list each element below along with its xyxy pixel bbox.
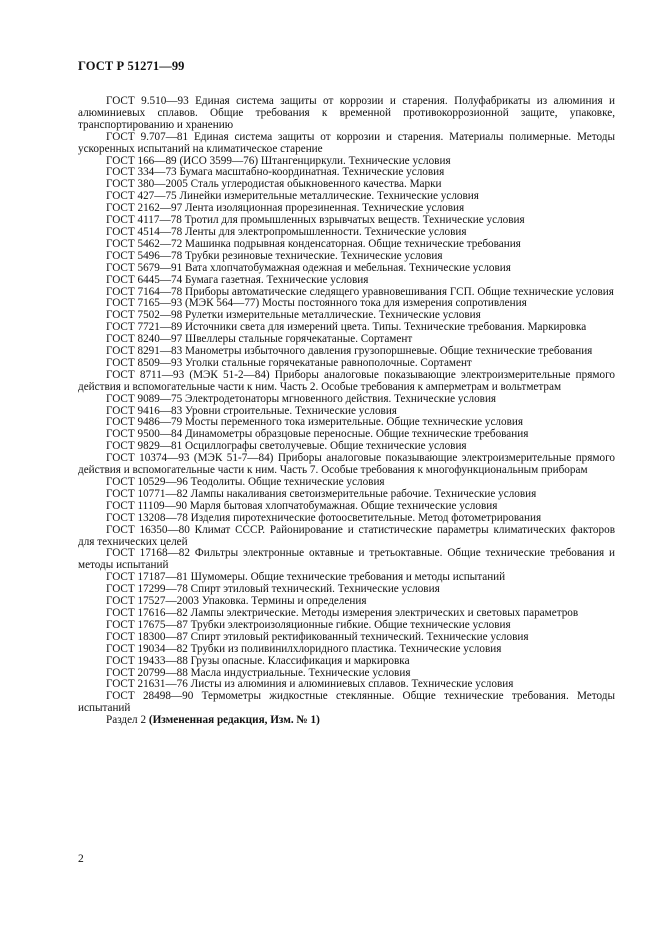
reference-entry: ГОСТ 6445—74 Бумага газетная. Технические условия [106,273,369,286]
reference-entry: ГОСТ 10374—93 (МЭК 51-7—84) Приборы аналоговые показывающие электроизмерительные прямого действия и вспомогательные части к ним. Часть 7. Особые требования к многофункциональным приборам [78,452,615,477]
reference-entry: ГОСТ 4514—78 Ленты для электропромышленности. Технические условия [106,225,467,238]
reference-entry: ГОСТ 17168—82 Фильтры электронные октавные и третьоктавные. Общие технические требования и методы испытаний [78,547,615,572]
reference-entry: ГОСТ 5496—78 Трубки резиновые технические. Технические условия [106,249,443,262]
reference-entry: ГОСТ 17299—78 Спирт этиловый технический. Технические условия [106,583,440,596]
reference-entry: ГОСТ 17616—82 Лампы электрические. Методы измерения электрических и световых параметров [106,606,579,619]
reference-entry: ГОСТ 8291—83 Манометры избыточного давления грузопоршневые. Общие технические требования [106,345,593,358]
reference-entry: ГОСТ 5679—91 Вата хлопчатобумажная одежная и мебельная. Технические условия [106,261,511,274]
reference-entry: ГОСТ 7165—93 (МЭК 564—77) Мосты постоянного тока для измерения сопротивления [106,297,527,310]
reference-entry: ГОСТ 9486—79 Мосты переменного тока измерительные. Общие технические условия [106,416,524,429]
reference-entry: ГОСТ 7164—78 Приборы автоматические следящего уравновешивания ГСП. Общие технические условия [106,285,614,298]
reference-entry: ГОСТ 10771—82 Лампы накаливания светоизмерительные рабочие. Технические условия [106,487,537,500]
document-header: ГОСТ Р 51271—99 [78,59,185,73]
reference-entry: ГОСТ 17187—81 Шумомеры. Общие технические требования и методы испытаний [106,571,506,584]
reference-entry: ГОСТ 4117—78 Тротил для промышленных взрывчатых веществ. Технические условия [106,214,525,227]
section-note [78,715,615,727]
reference-entry: ГОСТ 9089—75 Электродетонаторы мгновенного действия. Технические условия [106,392,497,405]
reference-list [78,96,615,727]
reference-entry: ГОСТ 334—73 Бумага масштабно-координатная. Технические условия [106,166,445,179]
page-number: 2 [78,853,84,865]
reference-entry: ГОСТ 8509—93 Уголки стальные горячекатаные равнополочные. Сортамент [106,356,472,369]
reference-entry: ГОСТ 9416—83 Уровни строительные. Технические условия [106,404,397,417]
reference-entry: ГОСТ 17527—2003 Упаковка. Термины и определения [106,595,367,608]
reference-entry: ГОСТ 9.707—81 Единая система защиты от коррозии и старения. Материалы полимерные. Методы ускоренных испытаний на климатическое старение [78,130,615,155]
reference-entry: ГОСТ 8240—97 Швеллеры стальные горячекатаные. Сортамент [106,333,413,346]
reference-entry: ГОСТ 9.510—93 Единая система защиты от коррозии и старения. Полуфабрикаты из алюминия и алюминиевых сплавов. Общие требования к временной противокоррозионной защите, упаковке, транспортированию и хранению [78,95,615,131]
reference-entry: ГОСТ 7721—89 Источники света для измерений цвета. Типы. Технические требования. Маркировка [106,321,587,334]
reference-entry: ГОСТ 20799—88 Масла индустриальные. Технические условия [106,666,411,679]
reference-entry: ГОСТ 9829—81 Осциллографы светолучевые. Общие технические условия [106,440,467,453]
reference-entry: ГОСТ 13208—78 Изделия пиротехнические фотоосветительные. Метод фотометрирования [106,511,542,524]
reference-entry: ГОСТ 2162—97 Лента изоляционная прорезиненная. Технические условия [106,202,465,215]
reference-entry: ГОСТ 21631—76 Листы из алюминия и алюминиевых сплавов. Технические условия [106,678,514,691]
reference-entry: ГОСТ 19433—88 Грузы опасные. Классификация и маркировка [106,654,410,667]
reference-entry: ГОСТ 427—75 Линейки измерительные металлические. Технические условия [106,190,479,203]
reference-entry: ГОСТ 17675—87 Трубки электроизоляционные гибкие. Общие технические условия [106,618,511,631]
amendment-note: (Измененная редакция, Изм. № 1) [148,714,320,727]
reference-entry: ГОСТ 8711—93 (МЭК 51-2—84) Приборы аналоговые показывающие электроизмерительные прямого действия и вспомогательные части к ним. Часть 2. Особые требования к амперметрам и вольтметрам [78,368,615,393]
reference-entry: ГОСТ 166—89 (ИСО 3599—76) Штангенциркули. Технические условия [106,154,451,167]
reference-entry: ГОСТ 7502—98 Рулетки измерительные металлические. Технические условия [106,309,481,322]
reference-entry: ГОСТ 28498—90 Термометры жидкостные стеклянные. Общие технические требования. Методы испытаний [78,690,615,715]
reference-entry: ГОСТ 16350—80 Климат СССР. Районирование и статистические параметры климатических факторов для технических целей [78,523,615,548]
reference-entry: ГОСТ 19034—82 Трубки из поливинилхлоридного пластика. Технические условия [106,642,502,655]
section-note-label: Раздел 2 [106,714,149,727]
reference-entry: ГОСТ 11109—90 Марля бытовая хлопчатобумажная. Общие технические условия [106,499,498,512]
reference-entry: ГОСТ 5462—72 Машинка подрывная конденсаторная. Общие технические требования [106,237,521,250]
reference-entry: ГОСТ 10529—96 Теодолиты. Общие технические условия [106,476,385,488]
reference-entry: ГОСТ 18300—87 Спирт этиловый ректификованный технический. Технические условия [106,630,529,643]
reference-entry: ГОСТ 380—2005 Сталь углеродистая обыкновенного качества. Марки [106,178,442,191]
reference-entry: ГОСТ 9500—84 Динамометры образцовые переносные. Общие технические требования [106,428,529,441]
